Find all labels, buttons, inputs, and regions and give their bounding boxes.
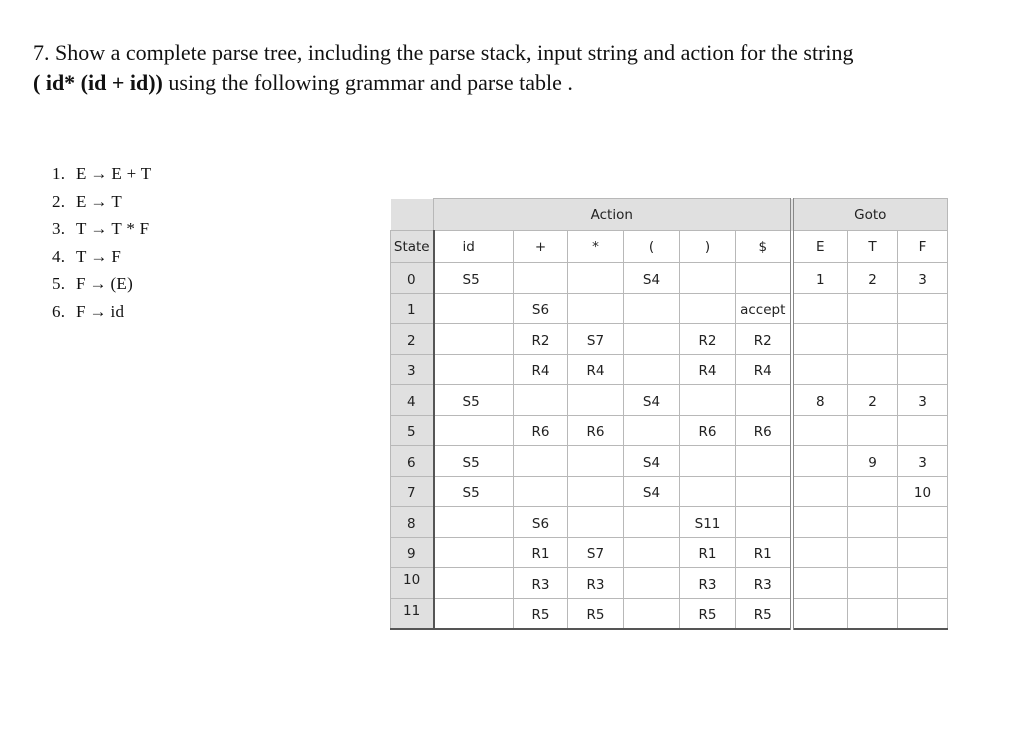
table-cell [848,293,898,324]
table-cell: R6 [680,415,736,446]
table-row [391,446,948,477]
table-cell [736,263,792,294]
table-cell [792,476,848,507]
table-row [391,568,948,599]
state-cell: 10 [391,568,434,599]
grammar-rule: 3. T → T * F [52,219,150,239]
grammar-rules [52,160,151,326]
table-cell: R1 [736,537,792,568]
table-cell [434,415,514,446]
table-cell: S5 [434,446,514,477]
table-cell: R2 [514,324,568,355]
table-row [391,354,948,385]
grammar-rule: 4. T → F [52,246,122,266]
table-cell [434,568,514,599]
table-cell [792,537,848,568]
table-cell: R2 [736,324,792,355]
table-cell [434,354,514,385]
table-cell: R6 [514,415,568,446]
table-cell [792,507,848,538]
table-cell [568,476,624,507]
grammar-rule: 2. E → T [52,191,123,211]
table-cell [848,568,898,599]
table-cell [624,507,680,538]
action-header: Action [434,199,792,231]
table-cell [514,476,568,507]
column-header: id [434,231,514,263]
table-cell [736,385,792,416]
table-cell: R4 [680,354,736,385]
table-row [391,385,948,416]
table-cell: R3 [568,568,624,599]
table-cell [792,293,848,324]
grammar-rule: 5. F → (E) [52,274,134,294]
table-cell: accept [736,293,792,324]
state-cell: 1 [391,293,434,324]
column-header: T [848,231,898,263]
table-cell [898,354,948,385]
table-cell: S4 [624,476,680,507]
table-cell: S5 [434,476,514,507]
table-cell: R4 [736,354,792,385]
table-cell [848,415,898,446]
question-line-2-rest: using the following grammar and parse table . [162,70,573,95]
table-cell [624,598,680,629]
table-cell [792,415,848,446]
table-cell [898,568,948,599]
table-cell [898,598,948,629]
table-cell: 8 [792,385,848,416]
column-header: * [568,231,624,263]
table-cell: S4 [624,385,680,416]
question-line-2 [33,68,854,98]
table-cell [898,324,948,355]
table-cell: S5 [434,263,514,294]
table-cell [848,476,898,507]
table-row [391,293,948,324]
table-cell: S7 [568,537,624,568]
table-cell: 1 [792,263,848,294]
table-cell [792,598,848,629]
table-cell [568,293,624,324]
table-cell: S6 [514,507,568,538]
table-cell [434,324,514,355]
table-cell [624,293,680,324]
column-header: + [514,231,568,263]
table-cell: R3 [680,568,736,599]
table-cell: S4 [624,446,680,477]
state-cell: 11 [391,598,434,629]
table-cell: 10 [898,476,948,507]
state-cell: 3 [391,354,434,385]
table-cell [898,415,948,446]
table-cell [624,568,680,599]
table-cell [568,263,624,294]
state-cell: 6 [391,446,434,477]
table-row [391,507,948,538]
table-cell [680,476,736,507]
table-cell: S11 [680,507,736,538]
input-string: ( id* (id + id)) [33,70,163,95]
table-cell [624,415,680,446]
state-cell: 5 [391,415,434,446]
table-cell: R3 [736,568,792,599]
table-row [391,598,948,629]
table-row [391,415,948,446]
table-cell [680,385,736,416]
state-cell: 7 [391,476,434,507]
table-cell: R1 [680,537,736,568]
state-header: State [391,231,434,263]
column-header: ) [680,231,736,263]
table-cell [568,507,624,538]
table-cell: S5 [434,385,514,416]
question-text [33,38,854,98]
table-cell [736,446,792,477]
table-cell [792,354,848,385]
table-cell: 3 [898,446,948,477]
table-cell [792,324,848,355]
table-cell [848,354,898,385]
column-header: F [898,231,948,263]
table-cell [680,446,736,477]
column-header: $ [736,231,792,263]
table-cell [624,324,680,355]
table-row [391,537,948,568]
table-cell [848,324,898,355]
table-cell [514,263,568,294]
table-cell [898,537,948,568]
table-cell [792,446,848,477]
table-cell: 3 [898,385,948,416]
table-cell: 3 [898,263,948,294]
grammar-rule: 1. E → E + T [52,164,152,183]
table-cell: R5 [514,598,568,629]
table-cell [568,385,624,416]
goto-header: Goto [792,199,948,231]
table-row [391,324,948,355]
state-cell: 2 [391,324,434,355]
table-cell [898,507,948,538]
table-cell: R4 [568,354,624,385]
table-cell: R5 [736,598,792,629]
table-cell [434,507,514,538]
table-cell: 2 [848,385,898,416]
state-cell: 9 [391,537,434,568]
table-cell [848,507,898,538]
table-cell: R5 [568,598,624,629]
table-cell: R1 [514,537,568,568]
column-header: E [792,231,848,263]
table-cell: 9 [848,446,898,477]
table-cell: S4 [624,263,680,294]
table-cell [898,293,948,324]
table-cell [434,598,514,629]
table-cell [848,537,898,568]
table-cell [624,354,680,385]
table-cell: S7 [568,324,624,355]
table-row [391,476,948,507]
parse-table [390,198,948,630]
table-row [391,263,948,294]
state-cell: 0 [391,263,434,294]
table-cell [736,476,792,507]
question-line-1: 7. Show a complete parse tree, including the parse stack, input string and action for the string [33,40,854,65]
state-cell: 8 [391,507,434,538]
table-cell: 2 [848,263,898,294]
table-cell [680,263,736,294]
table-cell: R2 [680,324,736,355]
table-cell: R6 [736,415,792,446]
table-cell: R5 [680,598,736,629]
state-cell: 4 [391,385,434,416]
table-corner [391,199,434,231]
table-cell: R3 [514,568,568,599]
table-cell: S6 [514,293,568,324]
table-cell [624,537,680,568]
table-cell [568,446,624,477]
table-cell [848,598,898,629]
column-header: ( [624,231,680,263]
table-cell [434,293,514,324]
table-cell [792,568,848,599]
grammar-rule: 6. F → id [52,301,125,321]
table-cell [434,537,514,568]
table-cell [680,293,736,324]
table-cell [736,507,792,538]
table-cell: R6 [568,415,624,446]
table-cell [514,385,568,416]
table-cell [514,446,568,477]
table-cell: R4 [514,354,568,385]
